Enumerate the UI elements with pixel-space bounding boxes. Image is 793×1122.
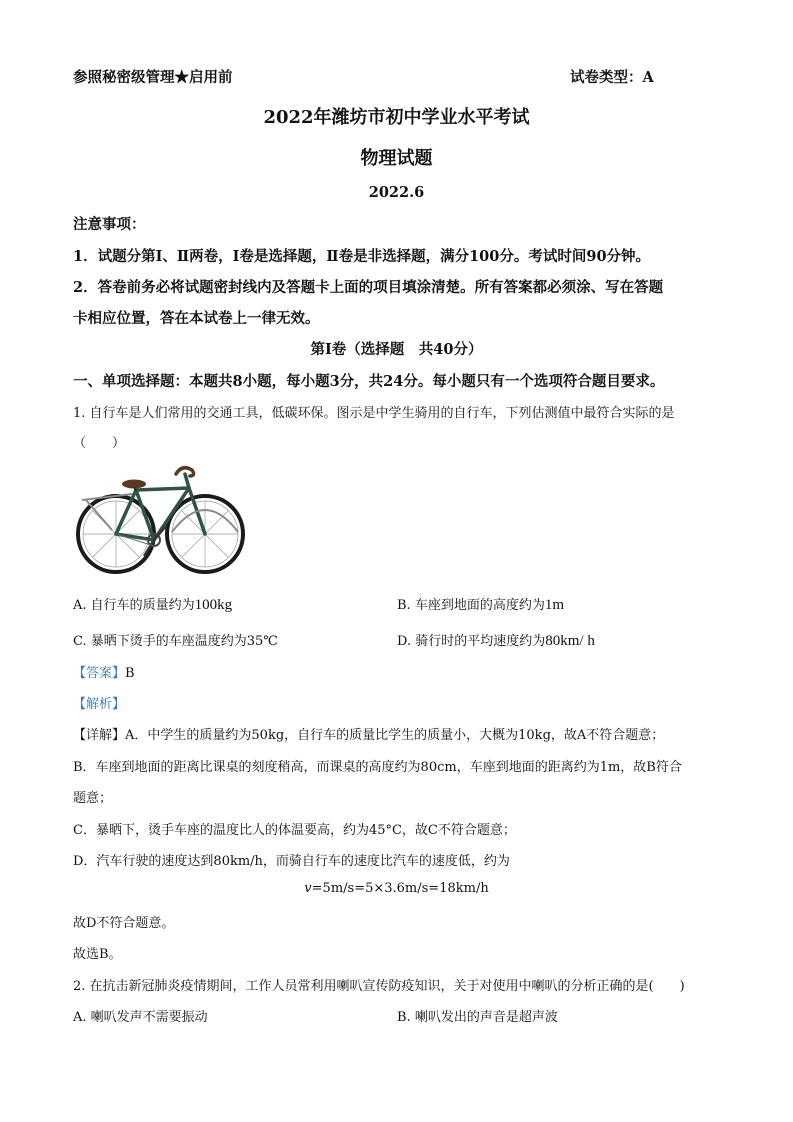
option-c-text: C. 暴晒下烫手的车座温度约为35℃ (73, 634, 278, 649)
notice-heading: 注意事项： (73, 216, 146, 233)
answer-tag: 【答案】 (73, 666, 126, 681)
formula-variable: v (304, 881, 312, 896)
detail-d: D．汽车行驶的速度达到80km/h，而骑自行车的速度比汽车的速度低，约为 (73, 854, 510, 869)
question-1-stem-line-1: 1. 自行车是人们常用的交通工具，低碳环保。图示是中学生骑用的自行车，下列估测值中最符合实际的是 (73, 406, 675, 421)
detail-b-line-1: B．车座到地面的距离比课桌的刻度稍高，而课桌的高度约为80cm，车座到地面的距离约为1m，故B符合 (73, 760, 682, 775)
option-b-text: B. 车座到地面的高度约为 (397, 598, 545, 613)
option-d-text: D. 骑行时的平均速度约为 (397, 634, 546, 649)
exam-date: 2022.6 (368, 184, 425, 201)
answer-line (73, 662, 135, 681)
detail-tag: 【详解】 (73, 728, 126, 743)
option-b-value: 1m (544, 597, 564, 613)
option-d-value: 80km/ h (545, 633, 595, 649)
notice-item-2-line-1: 2．答卷前务必将试题密封线内及答题卡上面的项目填涂清楚。所有答案都必须涂、写在答题 (73, 279, 664, 296)
exam-title: 2022年潍坊市初中学业水平考试 (263, 107, 530, 128)
option-c[interactable] (73, 630, 278, 649)
question-2-option-a[interactable]: A. 喇叭发声不需要振动 (73, 1010, 208, 1025)
conclusion-d: 故D不符合题意。 (73, 916, 175, 931)
analysis-tag: 【解析】 (73, 697, 126, 712)
confidential-header: 参照秘密级管理★启用前 (73, 69, 233, 86)
option-b[interactable] (397, 594, 564, 614)
detail-a: A．中学生的质量约为50kg，自行车的质量比学生的质量小，大概为10kg，故A不符合题意； (125, 728, 665, 743)
conclusion: 故选B。 (73, 947, 122, 962)
subject-title: 物理试题 (360, 148, 433, 169)
option-a-value: 100kg (194, 597, 233, 613)
speed-formula (0, 881, 793, 896)
question-1-stem-line-2: （ ） (73, 436, 126, 451)
question-2-option-b[interactable]: B. 喇叭发出的声音是超声波 (397, 1010, 558, 1025)
paper-type: 试卷类型：A (570, 69, 654, 86)
detail-c: C．暴晒下，烫手车座的温度比人的体温要高，约为45°C，故C不符合题意； (73, 823, 516, 838)
notice-item-2-line-2: 卡相应位置，答在本试卷上一律无效。 (73, 310, 320, 327)
question-2-stem: 2. 在抗击新冠肺炎疫情期间，工作人员常利用喇叭宣传防疫知识，关于对使用中喇叭的分析正确的是( ) (73, 979, 685, 994)
detail-a-line (73, 724, 664, 743)
bicycle-image (72, 460, 250, 578)
option-a[interactable] (73, 594, 232, 614)
option-d[interactable] (397, 630, 595, 650)
formula-rest: =5m/s=5×3.6m/s=18km/h (311, 881, 489, 896)
answer-value: B (125, 666, 135, 681)
option-a-text: A. 自行车的质量约为 (73, 598, 195, 613)
section-1-title: 一、单项选择题：本题共8小题，每小题3分，共24分。每小题只有一个选项符合题目要求。 (73, 373, 665, 390)
detail-b-line-2: 题意； (73, 791, 113, 806)
part-1-title: 第Ⅰ卷（选择题 共40分） (310, 341, 483, 358)
notice-item-1: 1．试题分第Ⅰ、Ⅱ两卷，Ⅰ卷是选择题，Ⅱ卷是非选择题，满分100分。考试时间90分钟。 (73, 248, 651, 265)
